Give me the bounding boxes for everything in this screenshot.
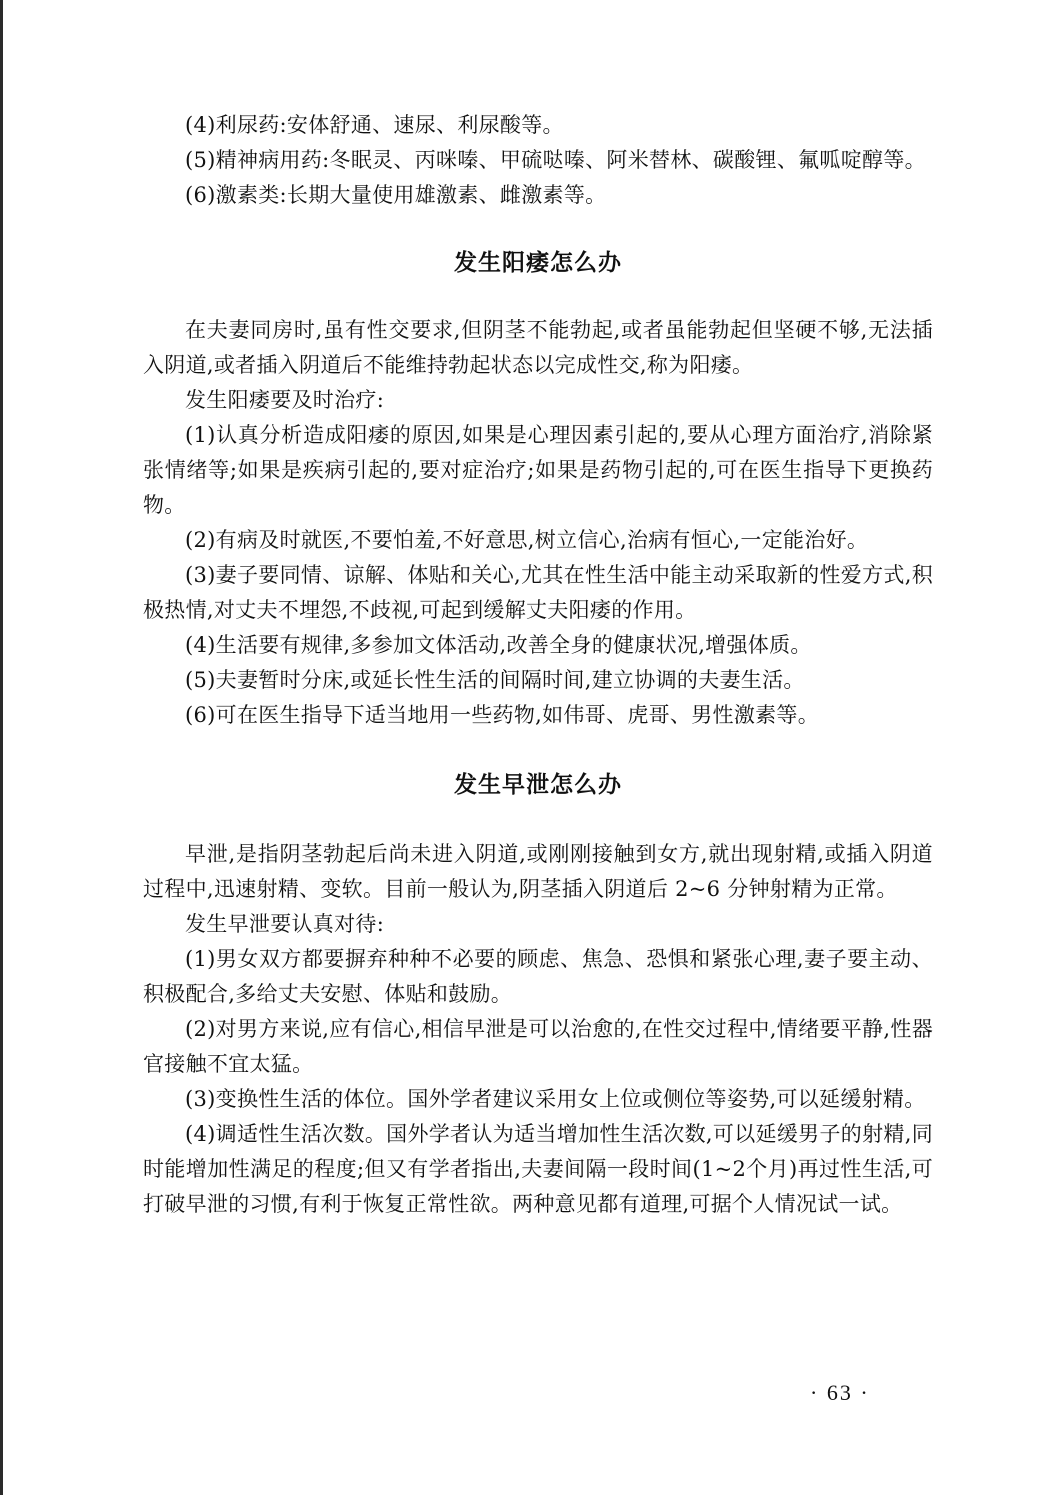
page-number: · 63 · [810,1380,870,1405]
section2-paragraph-1: 早泄,是指阴茎勃起后尚未进入阴道,或刚刚接触到女方,就出现射精,或插入阴道过程中,迅速射精、变软。目前一般认为,阴茎插入阴道后 2~6 分钟射精为正常。 [143,842,933,901]
section1-paragraph-2: 发生阳痿要及时治疗: [185,388,385,412]
section1-paragraph-4: (2)有病及时就医,不要怕羞,不好意思,树立信心,治病有恒心,一定能治好。 [185,528,869,552]
section-title-premature-ejaculation: 发生早泄怎么办 [454,772,622,798]
section1-paragraph-8: (6)可在医生指导下适当地用一些药物,如伟哥、虎哥、男性激素等。 [185,703,820,727]
intro-paragraph-3: (6)激素类:长期大量使用雄激素、雌激素等。 [185,183,607,207]
section2-paragraph-2: 发生早泄要认真对待: [185,912,385,936]
page-edge-shadow [0,0,3,1495]
section2-paragraph-6: (4)调适性生活次数。国外学者认为适当增加性生活次数,可以延缓男子的射精,同时能增加性满足的程度;但又有学者指出,夫妻间隔一段时间(1~2个月)再过性生活,可打破早泄的习惯,有利于恢复正常性欲。两种意见都有道理,可据个人情况试一试。 [143,1122,933,1216]
page-content [143,108,933,1222]
intro-paragraph-2: (5)精神病用药:冬眠灵、丙咪嗪、甲硫哒嗪、阿米替林、碳酸锂、氟呱啶醇等。 [185,148,926,172]
section1-paragraph-7: (5)夫妻暂时分床,或延长性生活的间隔时间,建立协调的夫妻生活。 [185,668,805,692]
section1-paragraph-6: (4)生活要有规律,多参加文体活动,改善全身的健康状况,增强体质。 [185,633,812,657]
section1-paragraph-3: (1)认真分析造成阳痿的原因,如果是心理因素引起的,要从心理方面治疗,消除紧张情绪等;如果是疾病引起的,要对症治疗;如果是药物引起的,可在医生指导下更换药物。 [143,423,933,517]
section2-paragraph-5: (3)变换性生活的体位。国外学者建议采用女上位或侧位等姿势,可以延缓射精。 [185,1087,926,1111]
intro-paragraph-1: (4)利尿药:安体舒通、速尿、利尿酸等。 [185,113,564,137]
section2-paragraph-3: (1)男女双方都要摒弃种种不必要的顾虑、焦急、恐惧和紧张心理,妻子要主动、积极配合,多给丈夫安慰、体贴和鼓励。 [143,947,933,1006]
section-title-impotence: 发生阳痿怎么办 [454,250,622,276]
section1-paragraph-1: 在夫妻同房时,虽有性交要求,但阴茎不能勃起,或者虽能勃起但坚硬不够,无法插入阴道,或者插入阴道后不能维持勃起状态以完成性交,称为阳痿。 [143,318,933,377]
section1-paragraph-5: (3)妻子要同情、谅解、体贴和关心,尤其在性生活中能主动采取新的性爱方式,积极热情,对丈夫不埋怨,不歧视,可起到缓解丈夫阳痿的作用。 [143,563,933,622]
section2-paragraph-4: (2)对男方来说,应有信心,相信早泄是可以治愈的,在性交过程中,情绪要平静,性器官接触不宜太猛。 [143,1017,933,1076]
